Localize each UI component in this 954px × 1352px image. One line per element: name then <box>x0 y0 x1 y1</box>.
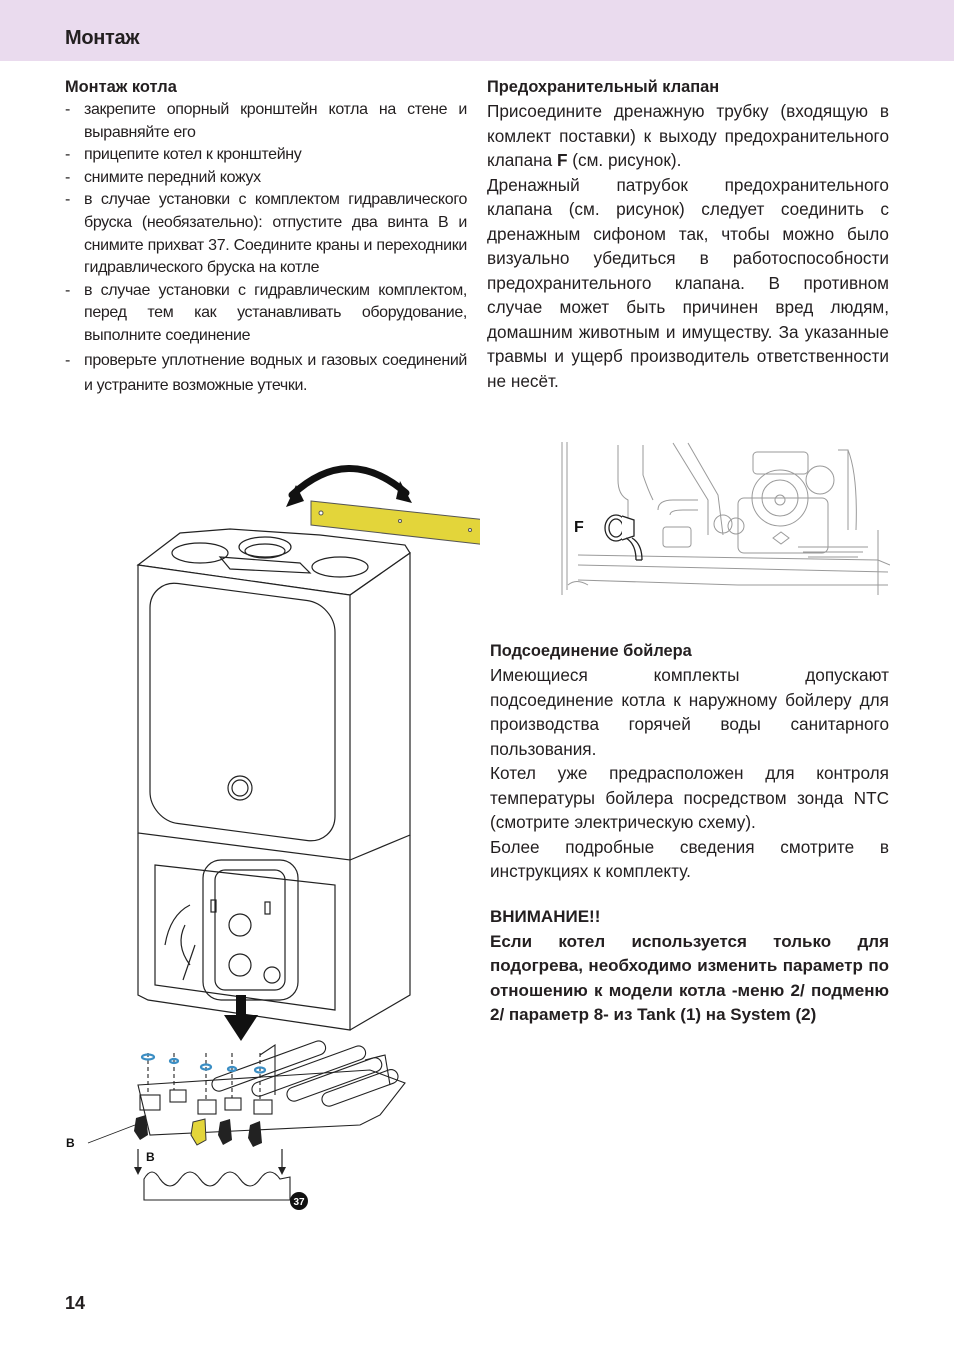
warning-section <box>490 905 889 1028</box>
installation-steps <box>65 99 467 398</box>
safety-valve-para-1 <box>487 99 889 173</box>
safety-valve-figure <box>558 440 890 597</box>
boiler-connection-para-2: Котел уже предрасположен для контроля температуры бойлера посредством зонда NTC (смотрите электрическую схему). <box>490 763 889 832</box>
page-number: 14 <box>65 1293 86 1313</box>
warning-text: Если котел используется только для подогрева, необходимо изменить параметр по отношению к модели котла -меню 2/ подменю 2/ параметр 8- из Tank (1) на System (2) <box>490 931 889 1024</box>
list-item: - в случае установки с комплектом гидравлического бруска (необязательно): отпустите два винта B и снимите прихват 37. Соедините краны и переходники гидравлического бруска на котле <box>65 189 467 279</box>
safety-valve-section <box>487 75 889 393</box>
rotate-arrow-icon <box>292 468 406 495</box>
warning-heading: ВНИМАНИЕ!! <box>490 907 601 926</box>
safety-valve-para-2: Дренажный патрубок предохранительного клапана (см. рисунок) следует соединить с дренажным сифоном так, чтобы можно было визуально убедиться в работоспособности предохранительного клапана. В противном случае может быть причинен вред людям, домашним животным и имуществу. За указанные травмы и ущерб производитель ответственности не несёт. <box>487 174 889 391</box>
boiler-connection-para-1: Имеющиеся комплекты допускают подсоединение котла к наружному бойлеру для производства горячей воды санитарного пользования. <box>490 665 889 759</box>
list-item: - проверьте уплотнение водных и газовых соединений и устраните возможные утечки. <box>65 348 467 398</box>
valve-label-f: F <box>557 150 568 170</box>
valve-label-f: F <box>574 519 584 536</box>
valve-illustration <box>558 440 890 597</box>
screw-label-b: B <box>66 1136 75 1150</box>
clamp-number-badge: 37 <box>293 1197 305 1208</box>
boiler-installation-figure <box>60 455 480 1215</box>
list-item: - прицепите котел к кронштейну <box>65 144 467 167</box>
header-band <box>0 0 954 61</box>
boiler-connection-section <box>490 639 889 884</box>
para-text: Присоедините дренажную трубку (входящую в комлект поставки) к выходу предохранительного клапана <box>487 101 889 170</box>
safety-valve-heading: Предохранительный клапан <box>487 78 720 96</box>
boiler-illustration <box>60 455 480 1215</box>
installation-heading: Монтаж котла <box>65 78 177 96</box>
list-item: - снимите передний кожух <box>65 167 467 190</box>
boiler-connection-para-3: Более подробные сведения смотрите в инструкциях к комплекту. <box>490 836 889 881</box>
clamp-37 <box>144 1172 290 1200</box>
page-title: Монтаж <box>65 27 140 49</box>
list-item: - в случае установки с гидравлическим комплектом, перед тем как устанавливать оборудование, выполните соединение <box>65 280 467 348</box>
screw-label-b: B <box>146 1150 155 1164</box>
boiler-connection-heading: Подсоединение бойлера <box>490 642 692 660</box>
para-text: (см. рисунок). <box>567 150 682 170</box>
down-arrow-icon <box>224 1015 258 1041</box>
installation-section <box>65 75 467 398</box>
list-item: - закрепите опорный кронштейн котла на стене и выравняйте его <box>65 99 467 144</box>
